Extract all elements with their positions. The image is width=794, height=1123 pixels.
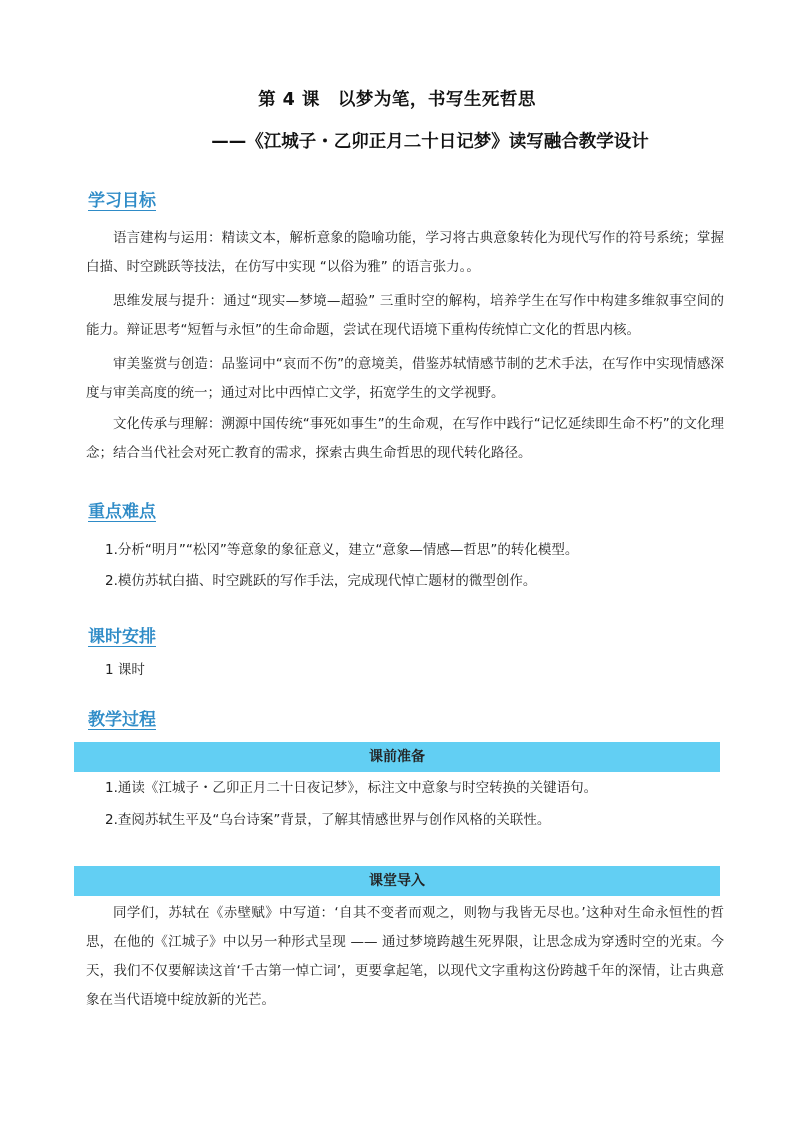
prep-item: 2.查阅苏轼生平及“乌台诗案”背景，了解其情感世界与创作风格的关联性。 [105,812,551,828]
keypoints-heading: 重点难点 [88,502,156,522]
keypoint-item: 1.分析“明月”“松冈”等意象的象征意义，建立“意象—情感—哲思”的转化模型。 [105,542,579,558]
prep-bar: 课前准备 [74,742,720,772]
intro-bar: 课堂导入 [74,866,720,896]
lesson-subtitle: ——《江城子・乙卯正月二十日记梦》读写融合教学设计 [211,132,649,152]
objective-paragraph: 文化传承与理解：溯源中国传统“事死如事生”的生命观，在写作中践行“记忆延续即生命不朽”的文化理念；结合当代社会对死亡教育的需求，探索古典生命哲思的现代转化路径。 [86,416,724,461]
process-heading: 教学过程 [88,710,156,730]
prep-item: 1.通读《江城子・乙卯正月二十日夜记梦》，标注文中意象与时空转换的关键语句。 [105,780,598,796]
objective-paragraph: 审美鉴赏与创造：品鉴词中“哀而不伤”的意境美，借鉴苏轼情感节制的艺术手法，在写作中实现情感深度与审美高度的统一；通过对比中西悼亡文学，拓宽学生的文学视野。 [86,356,724,401]
intro-paragraph: 同学们，苏轼在《赤壁赋》中写道：‘自其不变者而观之，则物与我皆无尽也。’这种对生命永恒性的哲思，在他的《江城子》中以另一种形式呈现 —— 通过梦境跨越生死界限，让思念成为穿透时空的光束。今天，我们不仅要解读这首‘千古第一悼亡词’，更要拿起笔，以现代文字重构这份跨越千年的深情，让古典意象在当代语境中绽放新的光芒。 [86,905,724,1008]
schedule-text: 1 课时 [105,662,145,678]
objective-paragraph: 思维发展与提升：通过“现实—梦境—超验” 三重时空的解构，培养学生在写作中构建多维叙事空间的能力。辩证思考“短暂与永恒”的生命命题，尝试在现代语境下重构传统悼亡文化的哲思内核。 [86,293,724,338]
objectives-heading: 学习目标 [88,191,156,211]
keypoint-item: 2.模仿苏轼白描、时空跳跃的写作手法，完成现代悼亡题材的微型创作。 [105,573,537,589]
objective-paragraph: 语言建构与运用：精读文本，解析意象的隐喻功能，学习将古典意象转化为现代写作的符号系统；掌握白描、时空跳跃等技法，在仿写中实现 “以俗为雅” 的语言张力。。 [86,230,724,275]
schedule-heading: 课时安排 [88,627,156,647]
lesson-title: 第 4 课 以梦为笔，书写生死哲思 [258,90,536,110]
